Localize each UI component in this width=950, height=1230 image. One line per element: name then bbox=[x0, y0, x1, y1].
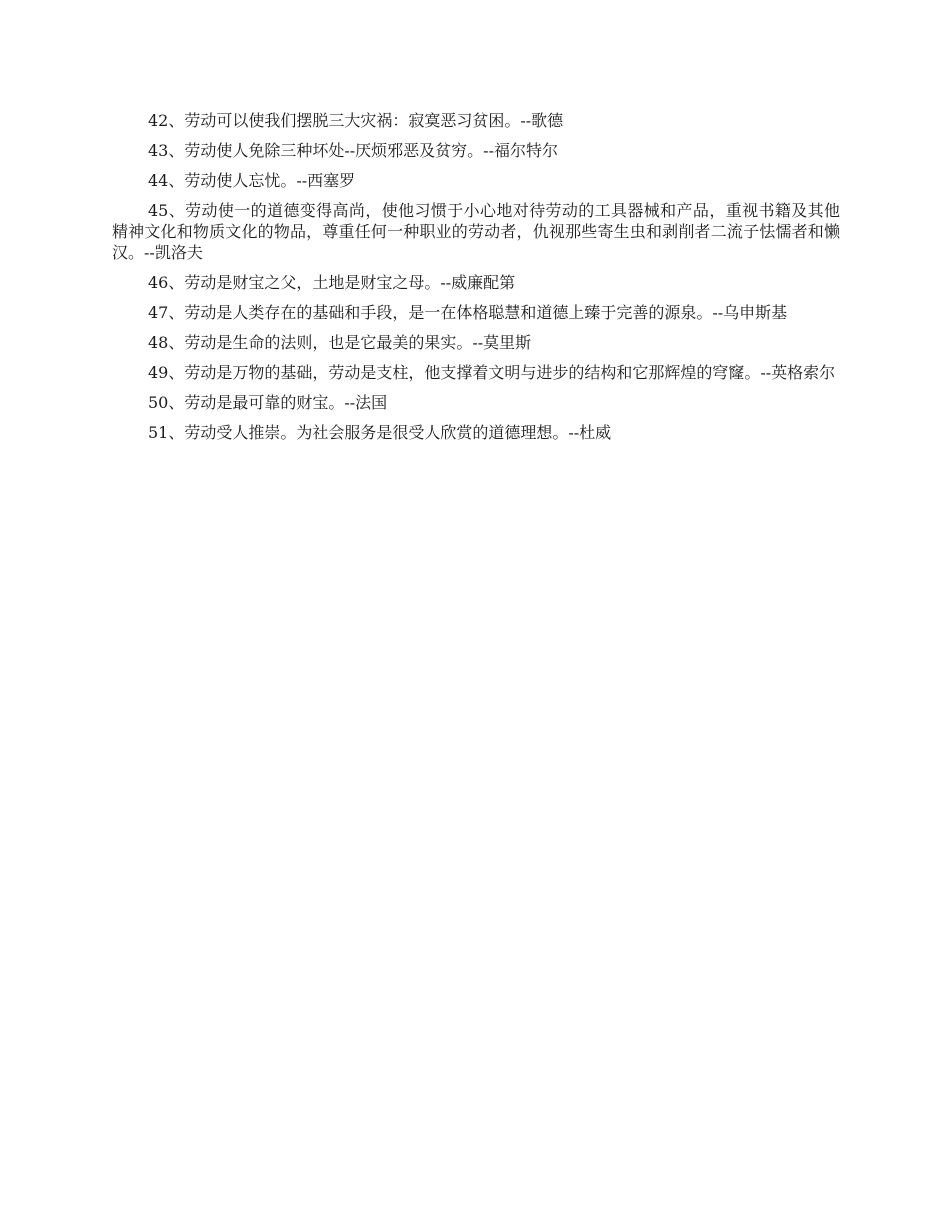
quote-50: 50、劳动是最可靠的财宝。--法国 bbox=[148, 393, 388, 412]
quote-49: 49、劳动是万物的基础，劳动是支柱，他支撑着文明与进步的结构和它那辉煌的穹窿。--英格索尔 bbox=[148, 363, 836, 382]
quote-44: 44、劳动使人忘忧。--西塞罗 bbox=[148, 171, 356, 190]
quote-46: 46、劳动是财宝之父，土地是财宝之母。--威廉配第 bbox=[148, 273, 516, 292]
quote-45: 45、劳动使一的道德变得高尚，使他习惯于小心地对待劳动的工具器械和产品，重视书籍及其他精神文化和物质文化的物品，尊重任何一种职业的劳动者，仇视那些寄生虫和剥削者二流子怯懦者和懒汉。--凯洛夫 bbox=[112, 201, 840, 262]
quote-47: 47、劳动是人类存在的基础和手段，是一在体格聪慧和道德上臻于完善的源泉。--乌申斯基 bbox=[148, 303, 788, 322]
quote-51: 51、劳动受人推崇。为社会服务是很受人欣赏的道德理想。--杜威 bbox=[148, 423, 612, 442]
quote-list bbox=[112, 110, 840, 452]
quote-48: 48、劳动是生命的法则，也是它最美的果实。--莫里斯 bbox=[148, 333, 532, 352]
quote-42: 42、劳动可以使我们摆脱三大灾祸：寂寞恶习贫困。--歌德 bbox=[148, 111, 564, 130]
quote-43: 43、劳动使人免除三种坏处--厌烦邪恶及贫穷。--福尔特尔 bbox=[148, 141, 558, 160]
